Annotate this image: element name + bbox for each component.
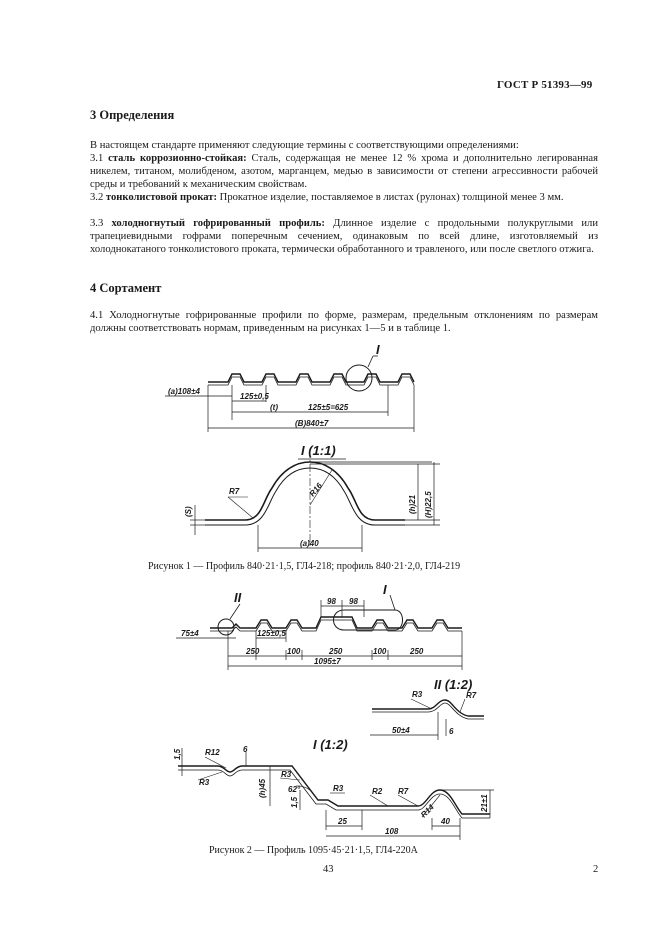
view-label-1b: I — [383, 582, 387, 597]
figure-2-detail-i — [173, 737, 494, 840]
detail-title-2: II (1:2) — [434, 677, 473, 692]
dim-b840: (B)840±7 — [295, 419, 329, 428]
definition-text: Сталь, содержащая не менее 12 % хрома и дополнительно легированная никелем, титаном, молибденом, азотом, марганцем, медью в зависимости от степени агрессивности рабочей среды и требований к механическим свойствам. — [90, 153, 598, 190]
dim-r3: R3 — [412, 690, 423, 699]
view-label-2: II — [234, 590, 242, 605]
dim-50: 50±4 — [392, 726, 410, 735]
view-label-1: I — [376, 342, 380, 357]
dim-s: (S) — [184, 506, 193, 517]
definition-term: холодногнутый гофрированный профиль: — [111, 218, 325, 229]
dim-p125x5: 125±5=625 — [308, 403, 349, 412]
section-3-intro: В настоящем стандарте применяют следующие термины с соответствующими определениями: — [90, 140, 519, 151]
dim-98b: 98 — [349, 597, 358, 606]
dim-100b: 100 — [373, 647, 387, 656]
paragraph-4-1: 4.1 Холодногнутые гофрированные профили по форме, размерам, предельным отклонениям по размерам должны соответствовать нормам, приведенным на рисунках 1—5 и в таблице 1. — [90, 310, 598, 334]
dim-r7: R7 — [466, 691, 477, 700]
page-number-center: 43 — [323, 864, 334, 875]
dim-1095: 1095±7 — [314, 657, 341, 666]
dim-r2: R2 — [372, 787, 383, 796]
dim-h21: (h)21 — [408, 494, 417, 514]
figure-2-detail-ii — [370, 677, 484, 740]
section-3-title: 3 Определения — [90, 108, 175, 122]
figure-2-caption: Рисунок 2 — Профиль 1095·45·21·1,5, ГЛ4-220А — [209, 845, 418, 856]
dim-25: 25 — [338, 817, 347, 826]
definition-text: Длинное изделие с продольными полукруглыми или трапециевидными гофрами поперечным сечением, одинаковым по всей длине, изготовляемый из холоднокатаного тонколистового проката, термически обработанного и травленого, или после светлого отжига. — [90, 218, 599, 255]
dim-r3c: R3 — [333, 784, 344, 793]
section-4-title: 4 Сортамент — [90, 281, 162, 295]
figure-1-detail — [184, 443, 440, 552]
detail-title-1b: I (1:2) — [313, 737, 348, 752]
dim-250b: 250 — [329, 647, 343, 656]
dim-75: 75±4 — [181, 629, 199, 638]
figure-1-overall-profile — [165, 342, 414, 432]
dim-r3a: R3 — [199, 778, 210, 787]
dim-1-5: 1,5 — [173, 748, 182, 760]
definition-term: тонколистовой прокат: — [105, 192, 218, 203]
dim-40: 40 — [441, 817, 450, 826]
definition-number: 3.3 — [90, 218, 112, 229]
dim-250c: 250 — [410, 647, 424, 656]
figure-2-overall-profile — [176, 582, 462, 670]
definition-text: Прокатное изделие, поставляемое в листах (рулонах) толщиной менее 3 мм. — [217, 192, 564, 203]
page-number-right: 2 — [593, 864, 599, 875]
dim-r16: R16 — [307, 481, 324, 499]
dim-6b: 6 — [243, 745, 248, 754]
dim-250a: 250 — [246, 647, 260, 656]
definition-number: 3.2 — [90, 192, 106, 203]
dim-108: 108 — [385, 827, 399, 836]
dim-h225: (H)22,5 — [424, 491, 433, 518]
dim-r7b: R7 — [398, 787, 409, 796]
dim-125: 125±0,5 — [257, 629, 286, 638]
dim-r14: R14 — [419, 802, 436, 820]
definition-number: 3.1 — [90, 153, 109, 164]
dim-t: (t) — [270, 403, 278, 412]
dim-62deg: 62° — [288, 785, 301, 794]
detail-title-1: I (1:1) — [301, 443, 336, 458]
dim-h45: (h)45 — [258, 778, 267, 798]
dim-r7: R7 — [229, 487, 240, 496]
dim-100a: 100 — [287, 647, 301, 656]
figure-1-caption: Рисунок 1 — Профиль 840·21·1,5, ГЛ4-218; профиль 840·21·2,0, ГЛ4-219 — [148, 561, 461, 572]
dim-r12: R12 — [205, 748, 220, 757]
standard-code: ГОСТ Р 51393—99 — [497, 79, 593, 91]
dim-21: 21±1 — [480, 794, 489, 812]
definition-term: сталь коррозионно-стойкая: — [108, 153, 247, 164]
dim-6: 6 — [449, 727, 454, 736]
dim-p125: 125±0,5 — [240, 392, 269, 401]
dim-98a: 98 — [327, 597, 336, 606]
dim-r3b: R3 — [281, 770, 292, 779]
dim-a108: (a)108±4 — [168, 387, 200, 396]
dim-1-5b: 1,5 — [290, 796, 299, 808]
dim-a40: (a)40 — [300, 539, 319, 548]
